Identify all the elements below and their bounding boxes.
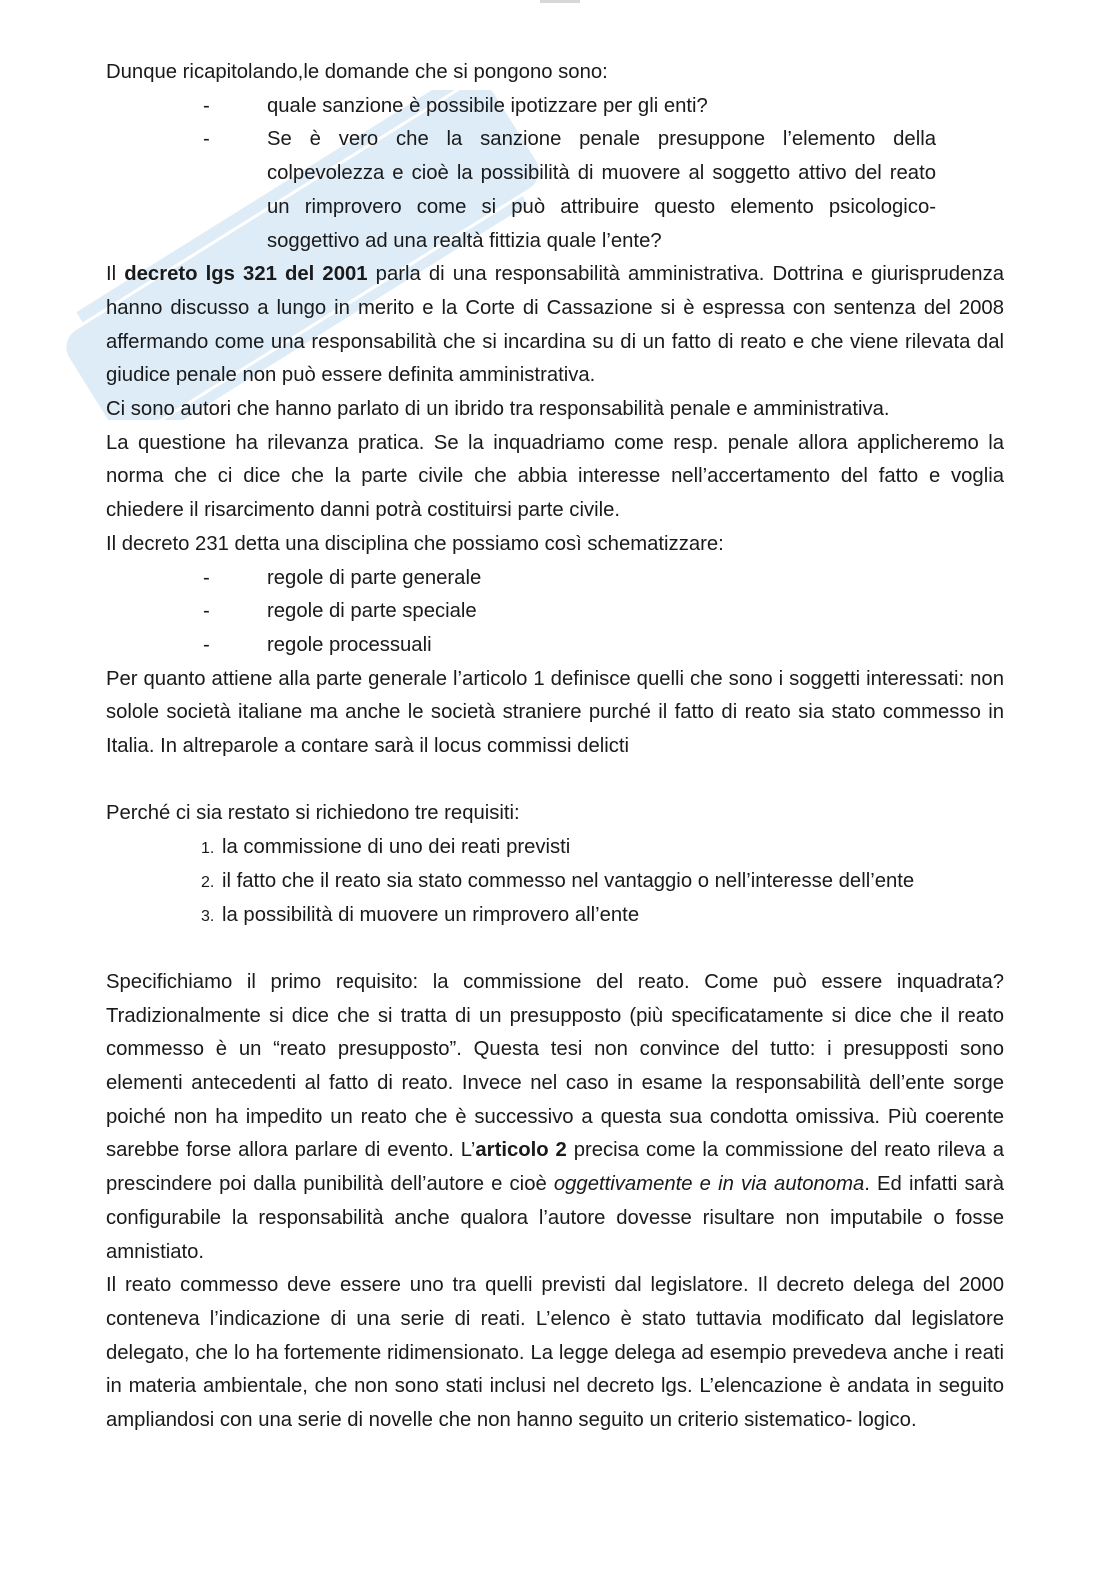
- spacer: [106, 932, 1004, 966]
- elenco-paragraph: Il reato commesso deve essere uno tra quelli previsti dal legislatore. Il decreto delega del 2000 conteneva l’indicazione di una serie di reati. L’elenco è stato tuttavia modificato dal legislatore delegato, che lo ha fortemente ridimensionato. La legge delega ad esempio prevedeva anche i reati in materia ambientale, che non sono stati inclusi nel decreto lgs. L’elencazione è andata in seguito ampliandosi con una serie di novelle che non hanno seguito un criterio sistematico- logico.: [106, 1274, 1004, 1432]
- rule-item: [106, 562, 1004, 596]
- primo-post: . Ed infatti sarà configurabile la responsabilità anche qualora l’autore dovesse risultare non imputabile o fosse amnistiato.: [106, 1173, 1004, 1263]
- requirement-item: [106, 865, 1004, 899]
- question-item: [106, 123, 1004, 258]
- dash-bullet: -: [203, 566, 210, 589]
- primo-bold: articolo 2: [475, 1139, 567, 1162]
- top-mark: [540, 0, 580, 3]
- requirement-text: la commissione di uno dei reati previsti: [222, 836, 571, 859]
- ibrido-paragraph: Ci sono autori che hanno parlato di un ibrido tra responsabilità penale e amministrativa.: [106, 398, 890, 421]
- rule-text: regole processuali: [267, 633, 432, 656]
- intro-paragraph: Dunque ricapitolando,le domande che si pongono sono:: [106, 61, 608, 83]
- question-item: [106, 90, 1004, 124]
- rule-item: [106, 629, 1004, 663]
- decreto-paragraph: [106, 258, 1004, 393]
- dash-bullet: -: [203, 94, 210, 117]
- requirement-number: 1.: [201, 840, 215, 858]
- question-text: Se è vero che la sanzione penale presuppone l’elemento della colpevolezza e cioè la possibilità di muovere al soggetto attivo del reato un rimprovero come si può attribuire questo elemento psicologico- soggettivo ad una realtà fittizia quale l’ente?: [267, 128, 936, 252]
- dash-bullet: -: [203, 600, 210, 623]
- spacer: [106, 764, 1004, 798]
- dash-bullet: -: [203, 128, 210, 151]
- primo-requisito-paragraph: [106, 966, 1004, 1269]
- requirement-text: il fatto che il reato sia stato commesso nel vantaggio o nell’interesse dell’ente: [222, 869, 915, 892]
- parte-generale-paragraph: Per quanto attiene alla parte generale l’articolo 1 definisce quelli che sono i soggetti interessati: non solole società italiane ma anche le società straniere purché il fatto di reato sia stato commesso in Italia. In altreparole a contare sarà il locus commissi delicti: [106, 667, 1004, 758]
- disciplina-paragraph: Il decreto 231 detta una disciplina che possiamo così schematizzare:: [106, 532, 724, 555]
- requirement-text: la possibilità di muovere un rimprovero all’ente: [222, 903, 640, 926]
- requirement-item: [106, 831, 1004, 865]
- dash-bullet: -: [203, 633, 210, 656]
- requirement-number: 3.: [201, 907, 215, 925]
- rule-text: regole di parte speciale: [267, 600, 477, 623]
- rule-item: [106, 595, 1004, 629]
- requisiti-paragraph: Perché ci sia restato si richiedono tre requisiti:: [106, 802, 520, 825]
- decreto-pre: Il: [106, 263, 125, 286]
- decreto-post: parla di una responsabilità amministrativa. Dottrina e giurisprudenza hanno discusso a lungo in merito e la Corte di Cassazione si è espressa con sentenza del 2008 affermando come una responsabilità che si incardina su di un fatto di reato e che viene rilevata dal giudice penale non può essere definita amministrativa.: [106, 263, 1005, 387]
- primo-pre: Specifichiamo il primo requisito: la commissione del reato. Come può essere inquadrata? Tradizionalmente si dice che si tratta di un presupposto (più specificatamente si dice che il reato commesso è un “reato presupposto”. Questa tesi non convince del tutto: i presupposti sono elementi antecedenti al fatto di reato. Invece nel caso in esame la responsabilità dell’ente sorge poiché non ha impedito un reato che è successivo a questa sua condotta omissiva. Più coerente sarebbe forse allora parlare di evento. L’: [106, 970, 1004, 1162]
- requirement-item: [106, 899, 1004, 933]
- primo-mid: precisa come la commissione del reato rileva a prescindere poi dalla punibilità dell’autore e cioè: [106, 1139, 1005, 1196]
- primo-italic: oggettivamente e in via autonoma: [553, 1173, 865, 1196]
- rule-text: regole di parte generale: [267, 566, 482, 589]
- document-body: [106, 56, 1004, 1438]
- question-text: quale sanzione è possibile ipotizzare per gli enti?: [267, 94, 708, 117]
- requirement-number: 2.: [201, 873, 215, 891]
- questione-paragraph: La questione ha rilevanza pratica. Se la inquadriamo come resp. penale allora applicheremo la norma che ci dice che la parte civile che abbia interesse nell’accertamento del fatto e voglia chiedere il risarcimento danni potrà costituirsi parte civile.: [106, 431, 1004, 522]
- decreto-bold: decreto lgs 321 del 2001: [124, 263, 368, 286]
